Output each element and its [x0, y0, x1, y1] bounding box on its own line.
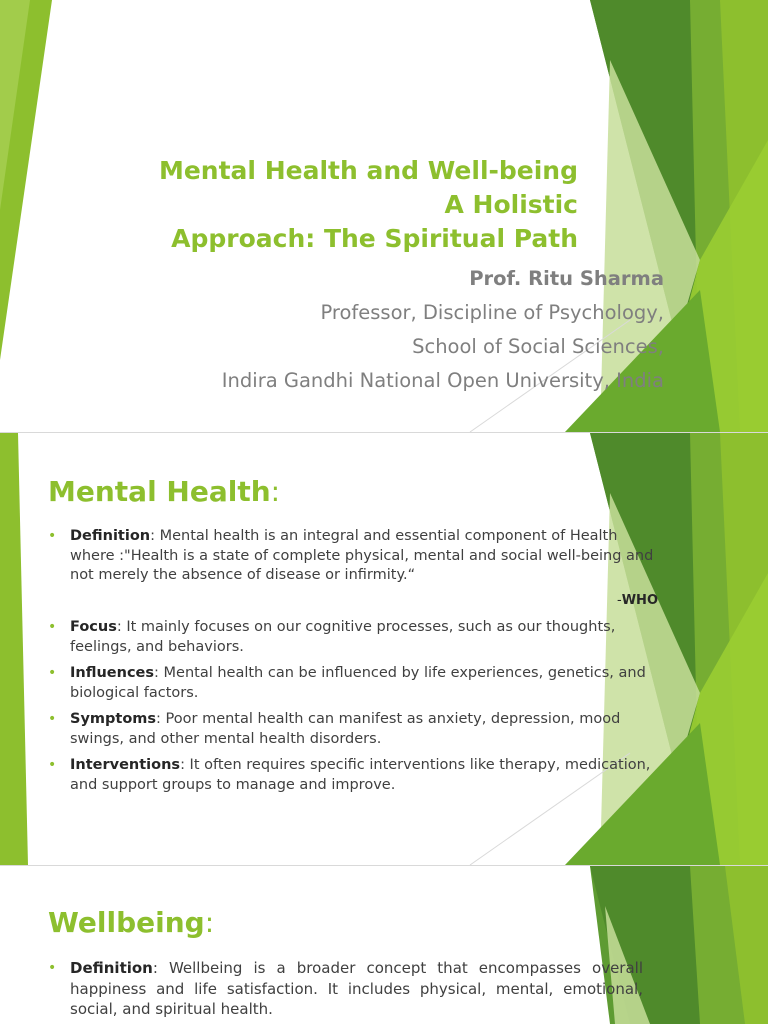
- title-line: Approach: The Spiritual Path: [171, 224, 578, 253]
- affiliation-line: Professor, Discipline of Psychology,: [320, 301, 664, 324]
- bullet-term: Definition: [70, 959, 153, 977]
- heading-text: Wellbeing: [48, 906, 205, 939]
- bullet-marker: •: [48, 711, 57, 727]
- slide-heading: [48, 906, 214, 939]
- bullet-term: Influences: [70, 665, 155, 681]
- bullet-list: [48, 527, 658, 802]
- list-item: [48, 618, 658, 657]
- mental-health-slide: [0, 433, 768, 865]
- title-line: Mental Health and Well-being: [158, 156, 578, 185]
- bullet-term: Symptoms: [70, 711, 157, 727]
- affiliation-line: Indira Gandhi National Open University, India: [221, 369, 664, 392]
- bullet-term: Interventions: [70, 757, 181, 773]
- list-item: [48, 756, 658, 795]
- attribution-dash: -: [617, 592, 622, 608]
- bullet-text: : Mental health is an integral and essential component of Health where :"Health is a state of complete physical, mental and social well-being and not merely the absence of disease or infirmity.“: [70, 528, 654, 583]
- list-item: [48, 664, 658, 703]
- bullet-marker: •: [48, 619, 57, 635]
- bullet-marker: •: [48, 528, 57, 544]
- presenter-name: Prof. Ritu Sharma: [469, 267, 664, 290]
- title-slide: [0, 0, 768, 432]
- heading-colon: :: [204, 906, 215, 939]
- quote-attribution: [48, 591, 658, 611]
- bullet-text: : Wellbeing is a broader concept that encompasses overall happiness and life satisfaction. It includes physical, mental, emotional, social, and spiritual health.: [70, 959, 643, 1018]
- bullet-marker: •: [48, 960, 57, 976]
- title-line: A Holistic: [444, 190, 578, 219]
- slide-heading: [48, 475, 280, 508]
- list-item: [48, 710, 658, 749]
- presentation-title: [159, 154, 578, 256]
- affiliation-line: School of Social Sciences,: [412, 335, 664, 358]
- bullet-marker: •: [48, 757, 57, 773]
- bullet-text: : It often requires specific interventions like therapy, medication, and support groups to manage and improve.: [70, 757, 651, 793]
- bullet-term: Definition: [70, 528, 151, 544]
- list-item: [48, 527, 658, 586]
- bullet-list: [48, 958, 643, 1024]
- bullet-marker: •: [48, 665, 57, 681]
- bullet-text: : Mental health can be influenced by life experiences, genetics, and biological factors.: [70, 665, 646, 701]
- bullet-text: : Poor mental health can manifest as anxiety, depression, mood swings, and other mental health disorders.: [70, 711, 621, 747]
- list-item: [48, 958, 643, 1020]
- heading-text: Mental Health: [48, 475, 271, 508]
- attribution-source: WHO: [621, 592, 658, 608]
- wellbeing-slide: [0, 866, 768, 1024]
- presenter-info: [222, 262, 664, 398]
- bullet-text: : It mainly focuses on our cognitive processes, such as our thoughts, feelings, and behaviors.: [70, 619, 616, 655]
- bullet-term: Focus: [70, 619, 117, 635]
- heading-colon: :: [270, 475, 281, 508]
